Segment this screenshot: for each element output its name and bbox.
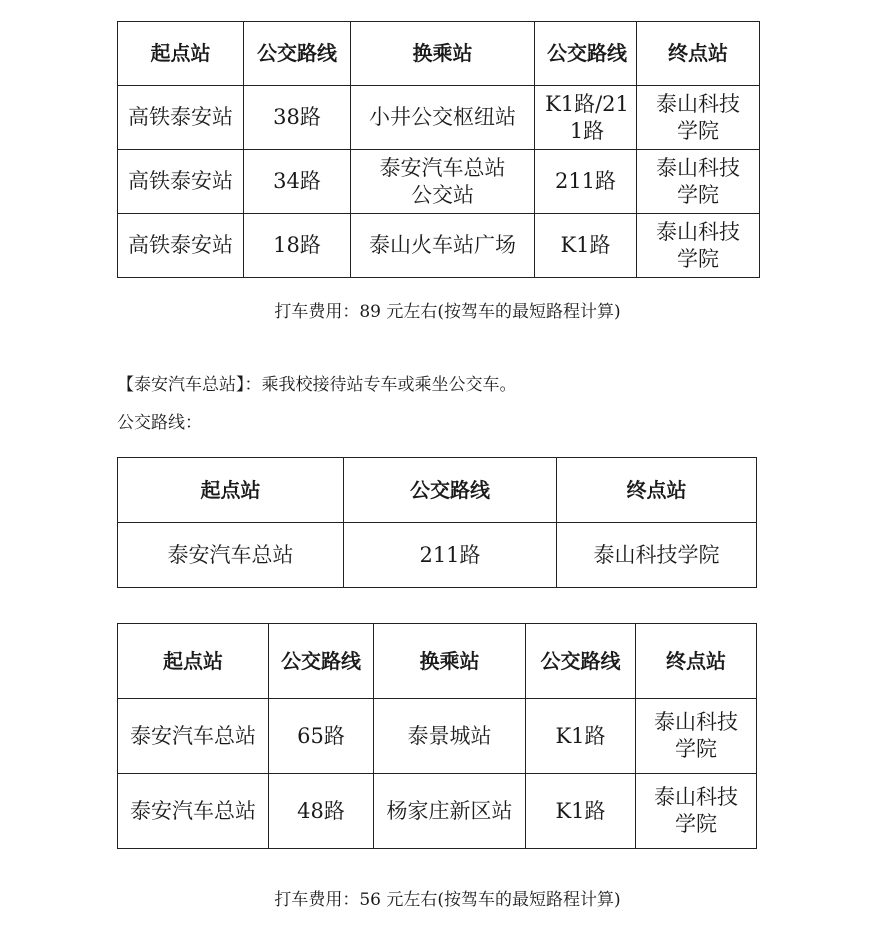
taxi-fee-note-1: 打车费用：89 元左右(按驾车的最短路程计算): [274, 302, 621, 322]
header-bus-route: 公交路线: [269, 624, 374, 699]
cell-end-station-text: 泰山科技学院: [654, 785, 738, 836]
table-row: [118, 86, 760, 150]
cell-start-station: 高铁泰安站: [118, 214, 244, 278]
cell-bus-route: 65路: [269, 699, 374, 774]
header-end-station: 终点站: [636, 624, 757, 699]
cell-bus-route-2: [535, 86, 637, 150]
cell-end-station-text: 泰山科技学院: [656, 155, 740, 207]
taxi-fee-note-2: 打车费用：56 元左右(按驾车的最短路程计算): [274, 890, 621, 910]
route-table-highspeed-rail: [117, 21, 760, 278]
table-row: [118, 699, 757, 774]
header-bus-route-2: 公交路线: [526, 624, 636, 699]
cell-transfer-station-text: 泰安汽车总站公交站: [379, 155, 506, 207]
header-transfer-station: 换乘站: [351, 22, 535, 86]
table-row: [118, 214, 760, 278]
cell-bus-route: 34路: [244, 150, 351, 214]
cell-start-station: 泰安汽车总站: [118, 774, 269, 849]
cell-transfer-station: 泰山火车站广场: [351, 214, 535, 278]
cell-end-station: [637, 214, 760, 278]
cell-bus-route: 48路: [269, 774, 374, 849]
cell-transfer-station: 小井公交枢纽站: [351, 86, 535, 150]
table-row: [118, 523, 757, 588]
cell-bus-route: 211路: [344, 523, 557, 588]
header-end-station: 终点站: [637, 22, 760, 86]
header-bus-route-2: [535, 22, 637, 86]
cell-end-station: [636, 699, 757, 774]
cell-end-station-text: 泰山科技学院: [656, 91, 740, 143]
cell-transfer-station: 泰景城站: [374, 699, 526, 774]
cell-bus-route: 18路: [244, 214, 351, 278]
cell-start-station: 高铁泰安站: [118, 150, 244, 214]
header-end-station: 终点站: [557, 458, 757, 523]
bus-station-intro: 【泰安汽车总站】：乘我校接待站专车或乘坐公交车。: [117, 375, 517, 395]
header-transfer-station: 换乘站: [374, 624, 526, 699]
table-row: [118, 774, 757, 849]
cell-start-station: 泰安汽车总站: [118, 523, 344, 588]
route-table-transfer: [117, 623, 757, 849]
header-start-station: 起点站: [118, 624, 269, 699]
table-row: [118, 150, 760, 214]
header-start-station: 起点站: [118, 458, 344, 523]
cell-start-station: 高铁泰安站: [118, 86, 244, 150]
cell-transfer-station: 杨家庄新区站: [374, 774, 526, 849]
header-bus-route-2-text: 公交路线: [547, 41, 627, 65]
cell-end-station: [637, 150, 760, 214]
cell-start-station: 泰安汽车总站: [118, 699, 269, 774]
table-header-row: [118, 22, 760, 86]
cell-end-station: [637, 86, 760, 150]
header-bus-route: 公交路线: [344, 458, 557, 523]
table-header-row: [118, 624, 757, 699]
cell-bus-route-2-text: K1路/211路: [545, 91, 629, 143]
table-header-row: [118, 458, 757, 523]
cell-bus-route-2: K1路: [526, 699, 636, 774]
cell-end-station: [636, 774, 757, 849]
cell-bus-route: 38路: [244, 86, 351, 150]
cell-bus-route-2: K1路: [526, 774, 636, 849]
cell-end-station: 泰山科技学院: [557, 523, 757, 588]
cell-bus-route-2: 211路: [535, 150, 637, 214]
cell-end-station-text: 泰山科技学院: [654, 710, 738, 761]
cell-bus-route-2: K1路: [535, 214, 637, 278]
bus-routes-label: 公交路线：: [117, 413, 202, 433]
cell-end-station-text: 泰山科技学院: [656, 219, 740, 271]
cell-transfer-station: [351, 150, 535, 214]
header-start-station: 起点站: [118, 22, 244, 86]
header-bus-route: 公交路线: [244, 22, 351, 86]
route-table-direct: [117, 457, 757, 588]
